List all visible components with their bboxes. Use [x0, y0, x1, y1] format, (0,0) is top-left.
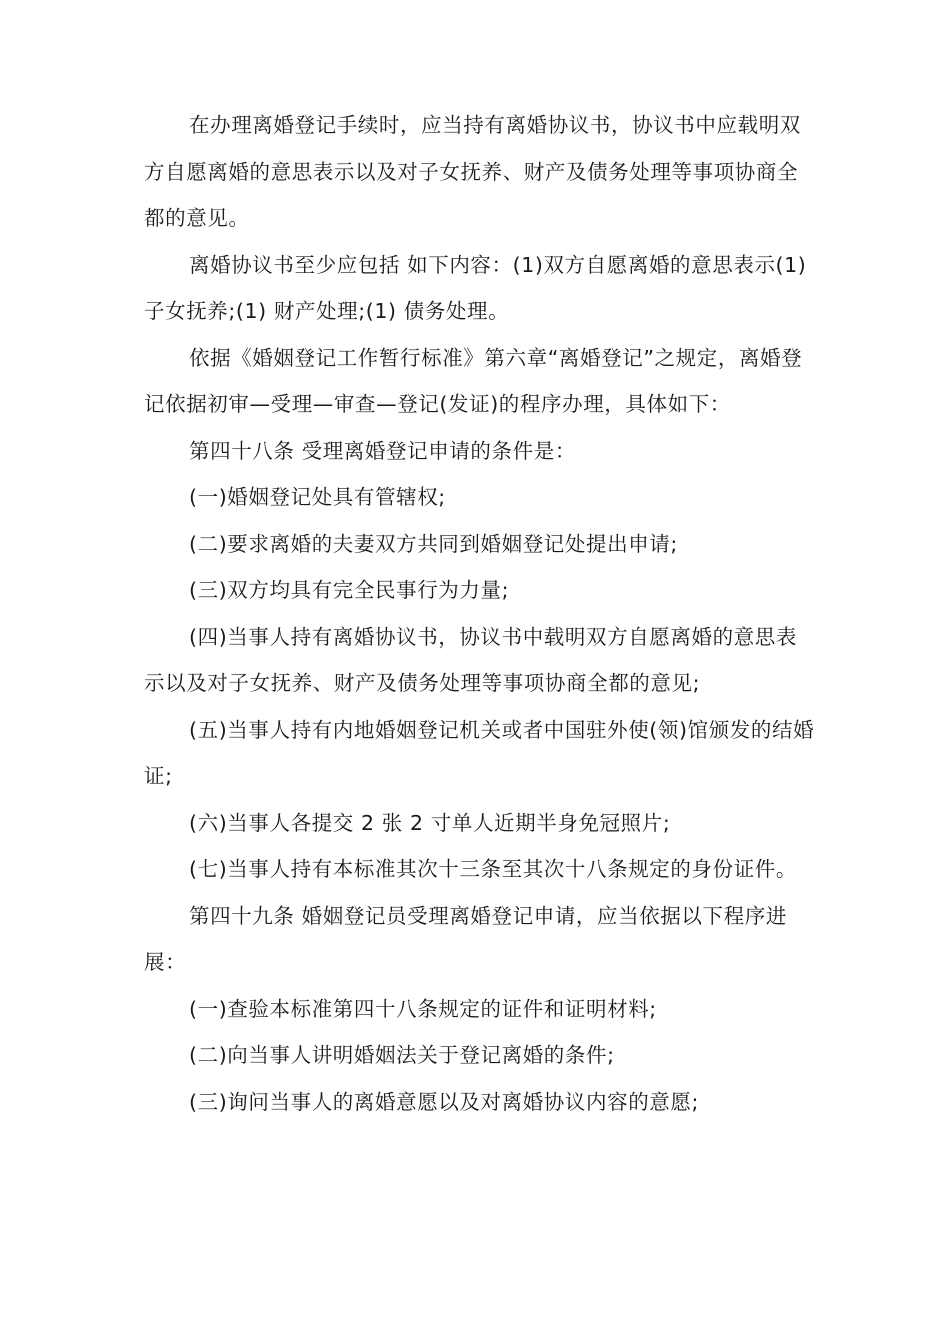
- article-48-item-5: (五)当事人持有内地婚姻登记机关或者中国驻外使(领)馆颁发的结婚证;: [144, 717, 815, 788]
- article-48-item-3: (三)双方均具有完全民事行为力量;: [189, 578, 510, 602]
- article-48-item-1: (一)婚姻登记处具有管辖权;: [189, 485, 446, 509]
- paragraph-1: 在办理离婚登记手续时，应当持有离婚协议书，协议书中应载明双方自愿离婚的意思表示以及对子女抚养、财产及债务处理等事项协商全都的意见。: [144, 113, 801, 230]
- paragraph-2: 离婚协议书至少应包括 如下内容：(1)双方自愿离婚的意思表示(1) 子女抚养;(1) 财产处理;(1) 债务处理。: [144, 252, 807, 323]
- paragraph-3: 依据《婚姻登记工作暂行标准》第六章“离婚登记”之规定，离婚登记依据初审—受理—审查—登记(发证)的程序办理，具体如下：: [144, 345, 803, 416]
- article-49-item-2: (二)向当事人讲明婚姻法关于登记离婚的条件;: [189, 1043, 615, 1067]
- article-48-heading: 第四十八条 受理离婚登记申请的条件是：: [189, 438, 576, 463]
- article-48-item-2: (二)要求离婚的夫妻双方共同到婚姻登记处提出申请;: [189, 531, 678, 556]
- article-49-heading: 第四十九条 婚姻登记员受理离婚登记申请，应当依据以下程序进展：: [144, 903, 787, 974]
- article-48-item-7: (七)当事人持有本标准其次十三条至其次十八条规定的身份证件。: [189, 857, 797, 881]
- article-49-item-1: (一)查验本标准第四十八条规定的证件和证明材料;: [189, 996, 657, 1021]
- article-48-item-4: (四)当事人持有离婚协议书，协议书中载明双方自愿离婚的意思表示以及对子女抚养、财产及债务处理等事项协商全都的意见;: [144, 624, 797, 695]
- article-49-item-3: (三)询问当事人的离婚意愿以及对离婚协议内容的意愿;: [189, 1089, 700, 1114]
- document-body: [144, 102, 816, 1125]
- article-48-item-6: (六)当事人各提交 2 张 2 寸单人近期半身免冠照片;: [189, 810, 671, 835]
